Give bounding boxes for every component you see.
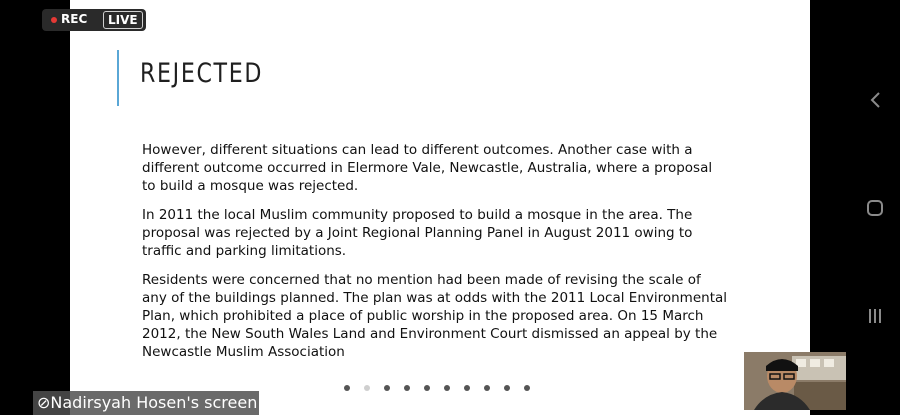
recents-icon[interactable] (862, 303, 888, 329)
live-label: LIVE (103, 11, 143, 29)
screen-share-label (33, 391, 259, 415)
slide-title: REJECTED (140, 58, 264, 89)
pagination-dot[interactable] (344, 385, 350, 391)
slide-paragraph: Residents were concerned that no mention had been made of revising the scale of any of the buildings planned. The plan was at odds with the 2011 Local Environmental Plan, which prohibited a place of public worship in the proposed area. On 15 March 2012, the New South Wales Land and Environment Court dismissed an appeal by the Newcastle Muslim Association (142, 272, 728, 360)
recording-badge (42, 9, 146, 31)
share-icon: ⊘ (37, 393, 51, 412)
pagination-dot[interactable] (384, 385, 390, 391)
pagination-dot[interactable] (464, 385, 470, 391)
webcam-video (744, 352, 846, 410)
screen-owner-label: Nadirsyah Hosen's screen (50, 393, 258, 412)
pagination-dot[interactable] (444, 385, 450, 391)
title-accent-bar (117, 50, 119, 106)
pagination-dot[interactable] (524, 385, 530, 391)
pagination-dot[interactable] (404, 385, 410, 391)
chevron-left-icon[interactable] (862, 87, 888, 113)
screen-share-text (37, 391, 257, 415)
pagination-dot[interactable] (424, 385, 430, 391)
pagination-dot[interactable] (364, 385, 370, 391)
slide-paragraph: However, different situations can lead to different outcomes. Another case with a different outcome occurred in Elermore Vale, Newcastle, Australia, where a proposal to build a mosque was rejected. (142, 142, 713, 194)
pagination-dot[interactable] (484, 385, 490, 391)
record-dot-icon (51, 17, 57, 23)
slide-pagination (344, 385, 530, 395)
slide-paragraph: In 2011 the local Muslim community proposed to build a mosque in the area. The proposal was rejected by a Joint Regional Planning Panel in August 2011 owing to traffic and parking limitations. (142, 207, 693, 259)
slide-body (142, 141, 727, 372)
pagination-dot[interactable] (504, 385, 510, 391)
home-square-icon[interactable] (862, 195, 888, 221)
rec-label: REC (61, 12, 88, 26)
